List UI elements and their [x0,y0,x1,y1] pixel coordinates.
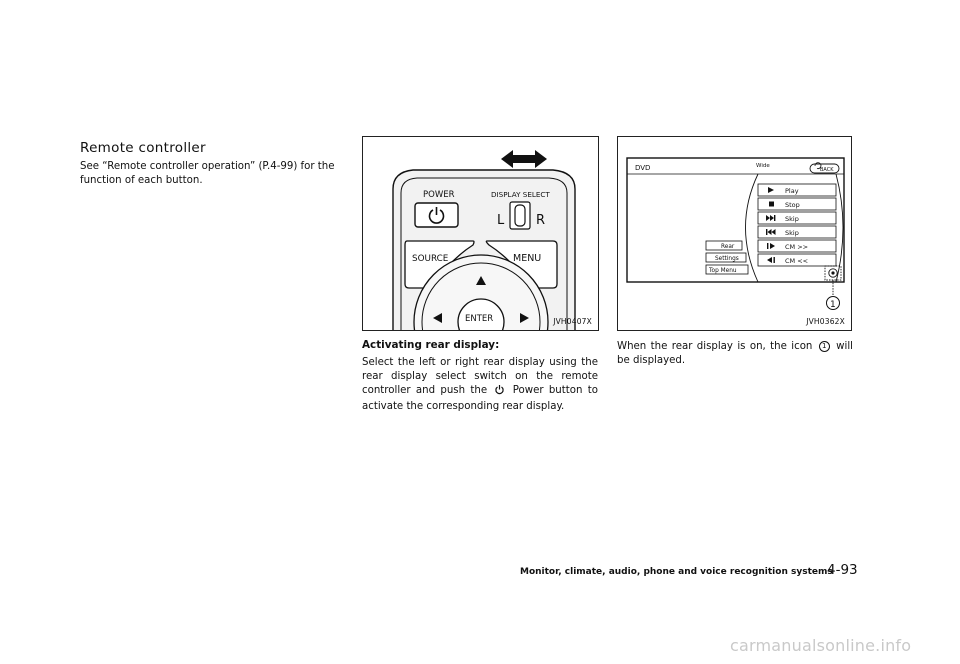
footer-section-title: Monitor, climate, audio, phone and voice recognition systems [520,567,833,577]
left-right-arrow-icon [501,150,547,168]
enter-label: ENTER [465,314,494,324]
rear-button[interactable] [706,241,742,250]
menu-item-skip-back[interactable] [758,226,836,238]
power-icon [494,384,505,400]
power-button[interactable] [415,203,458,227]
remote-controller-figure [362,136,599,331]
activating-text [362,356,598,414]
display-select-switch[interactable] [510,202,530,229]
stop-icon [769,202,774,207]
menu-label: MENU [513,253,542,264]
watermark: carmanualsonline.info [730,636,912,655]
source-label: SOURCE [412,254,449,264]
intro-text: See “Remote controller operation” (P.4-99) for the function of each button. [80,161,335,186]
cm-forward-icon [767,243,768,249]
left-label: L [497,213,505,228]
settings-button[interactable] [706,253,746,262]
activating-text-before: Select the left or right rear display using the rear display select switch on the remote controller and push the [362,357,598,396]
page-number: 4-93 [827,562,858,578]
side-button-label: Rear [721,244,735,250]
display-select-label: DISPLAY SELECT [491,190,550,199]
menu-item-label: CM >> [785,243,809,251]
menu-item-label: Skip [785,215,799,223]
menu-item-cm-forward[interactable] [758,240,836,252]
rear-on-text [617,340,853,368]
menu-item-cm-back[interactable] [758,254,836,266]
skip-back-icon [766,229,767,235]
figure-code: JVH0407X [553,317,592,326]
activating-text-after: Power button to activate the corresponding rear display. [362,385,598,412]
activating-heading: Activating rear display: [362,339,500,351]
callout-marker: 1 [819,341,830,352]
top-menu-button[interactable] [706,265,748,274]
power-label: POWER [423,190,455,200]
back-label: BACK [820,167,834,173]
menu-item-play[interactable] [758,184,836,196]
dvd-screen-figure [617,136,852,331]
dvd-screen-illustration [618,137,851,330]
callout-marker [827,297,840,311]
rear-on-text-after: will be displayed. [617,341,853,366]
menu-item-label: Play [785,187,799,195]
rear-on-text-before: When the rear display is on, the icon [617,341,813,352]
figure-code: JVH0362X [806,317,845,326]
section-title: Remote controller [80,140,206,156]
right-label: R [536,213,546,228]
screen-mode: Wide [756,163,770,169]
menu-item-label: Skip [785,229,799,237]
screen-title: DVD [635,164,651,172]
menu-item-label: CM << [785,257,809,265]
side-button-label: Settings [715,256,739,262]
menu-item-stop[interactable] [758,198,836,210]
remote-controller-illustration [363,137,598,330]
back-button[interactable] [810,163,839,173]
callout-number: 1 [830,300,836,310]
menu-item-skip-forward[interactable] [758,212,836,224]
side-button-label: Top Menu [709,268,737,274]
menu-item-label: Stop [785,201,800,209]
